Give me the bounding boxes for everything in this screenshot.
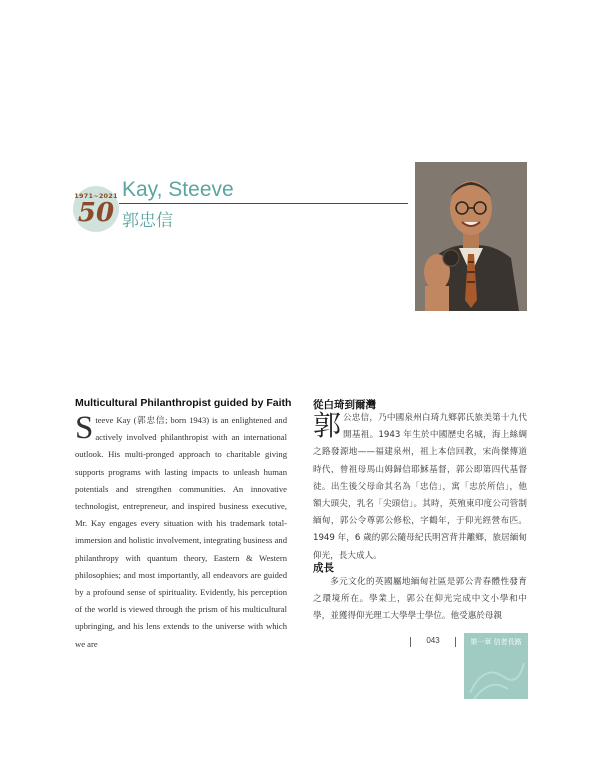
- chinese-paragraph-2: 多元文化的英國屬地緬甸社區是郭公青春體性發育之環境所在。學業上，郭公在仰光完成中文小學和中學，並獲得仰光理工大學學士學位。他受惠於母親: [313, 577, 527, 622]
- chapter-label: 第一章 信者長路: [470, 638, 522, 646]
- chapter-tab-decoration: [464, 633, 528, 699]
- page-number-left-bar: [410, 637, 411, 647]
- chinese-dropcap: 郭: [313, 409, 342, 442]
- chinese-heading-2: 成長: [313, 562, 334, 574]
- english-dropcap: S: [75, 410, 94, 446]
- english-heading: Multicultural Philanthropist guided by Faith: [75, 397, 292, 409]
- title-divider: [119, 203, 408, 204]
- anniversary-badge: [73, 186, 119, 232]
- chinese-body-1: [313, 410, 527, 565]
- page-number: 043: [426, 636, 440, 645]
- badge-years: 1971~2021: [74, 192, 118, 200]
- page-number-right-bar: [455, 637, 456, 647]
- profile-name-chinese: 郭忠信: [122, 211, 173, 231]
- chapter-tab: [464, 633, 528, 699]
- english-body: [75, 412, 287, 653]
- chinese-heading-1: 從白琦到爾灣: [313, 399, 376, 411]
- badge-number: 50: [77, 198, 115, 228]
- english-paragraph: teeve Kay (郭忠信; born 1943) is an enlightened and actively involved philanthropist with an international outlook. His multi-pronged approach to charitable giving supports programs with lasting impacts to unleash human potentials and strengthen communities. An innovative technologist, entrepreneur, and inspired business executive, Mr. Kay engages every situation with his trademark total-immersion and holistic involvement, integrating business and philanthropy with quantum theory, Eastern & Western philosophies; and most importantly, all endeavors are guided by a profound sense of spirituality. Evidently, his perception of the world is viewed through the prism of his multicultural upbringing, and his lens extends to the universe with which we are: [75, 415, 287, 649]
- chinese-paragraph-1: 公忠信，乃中國泉州白琦九鄉郭氏旅美第十九代開基祖。1943 年生於中國歷史名城，海上絲綢之路發源地——福建泉州，祖上本信回教，宋尚傑傳道時代，曾祖母馬山姆歸信耶穌基督，郭公即第四代基督徒。出生後父母命其名為「忠信」，寓「忠於所信」，他額大頭尖，乳名「尖頭信」。其時，英殖東印度公司管制緬甸，郭公令尊郭公修松，字鶴年，于仰光經營布匹。1949 年，6 歲的郭公隨母紀氏明宮背井離鄉，旅居緬甸仰光，長大成人。: [313, 413, 527, 561]
- profile-name-english: Kay, Steeve: [122, 178, 234, 201]
- portrait-photo: [415, 162, 527, 311]
